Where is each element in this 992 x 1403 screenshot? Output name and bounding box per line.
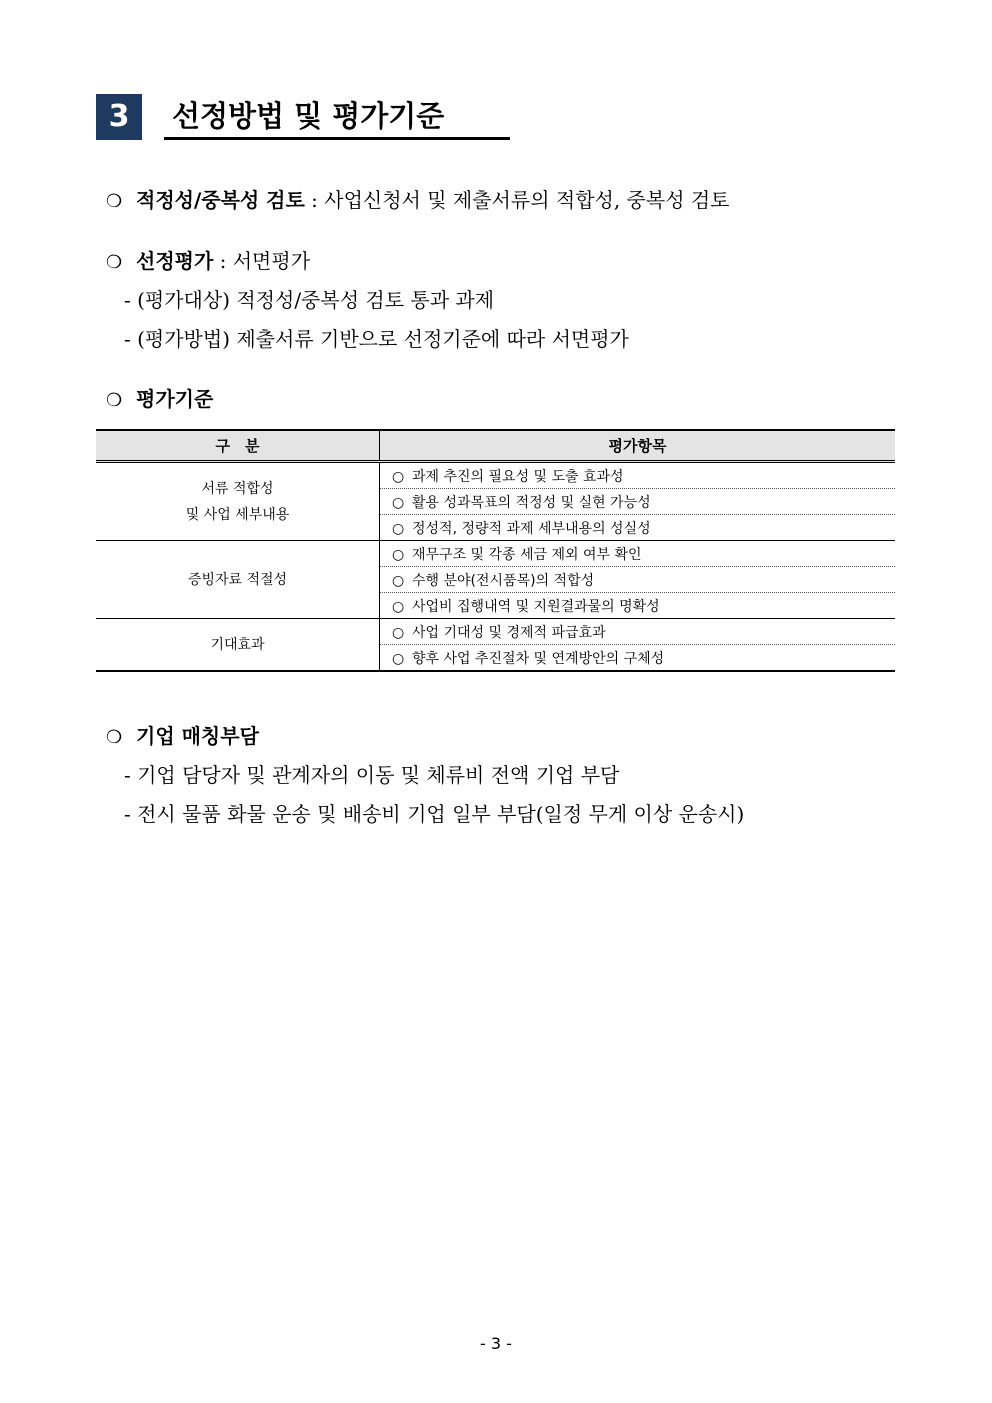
criteria-item <box>380 593 896 619</box>
criteria-item-text: 과제 추진의 필요성 및 도출 효과성 <box>412 468 624 485</box>
evaluation-text: : 서면평가 <box>213 249 311 273</box>
criteria-item <box>380 567 896 593</box>
section-title: 선정방법 및 평가기준 <box>164 92 510 140</box>
circle-bullet-icon: ○ <box>392 624 405 641</box>
criteria-item <box>380 515 896 541</box>
circle-bullet-icon: ○ <box>392 572 405 589</box>
category-line: 및 사업 세부내용 <box>185 506 290 523</box>
criteria-item <box>380 489 896 515</box>
category-line: 기대효과 <box>210 636 265 653</box>
bullet-criteria <box>106 385 213 415</box>
circle-bullet-icon: ○ <box>392 520 405 537</box>
bullet-circle-icon: ❍ <box>106 727 123 748</box>
table-row <box>96 619 895 645</box>
header-category: 구 분 <box>96 430 380 462</box>
criteria-item-text: 수행 분야(전시품목)의 적합성 <box>412 572 595 589</box>
criteria-item-text: 사업비 집행내역 및 지원결과물의 명확성 <box>412 598 660 615</box>
criteria-table <box>96 429 895 672</box>
evaluation-method: - (평가방법) 제출서류 기반으로 선정기준에 따라 서면평가 <box>124 327 629 351</box>
review-label: 적정성/중복성 검토 <box>136 188 305 212</box>
category-line: 서류 적합성 <box>201 480 274 497</box>
table-row <box>96 462 895 489</box>
circle-bullet-icon: ○ <box>392 468 405 485</box>
bullet-circle-icon: ❍ <box>106 252 123 273</box>
evaluation-target: - (평가대상) 적정성/중복성 검토 통과 과제 <box>124 288 495 312</box>
table-header-row <box>96 430 895 462</box>
criteria-item <box>380 645 896 672</box>
matching-label: 기업 매칭부담 <box>136 724 259 748</box>
bullet-circle-icon: ❍ <box>106 191 123 212</box>
matching-shipping: - 전시 물품 화물 운송 및 배송비 기업 일부 부담(일정 무게 이상 운송시) <box>124 802 745 826</box>
evaluation-label: 선정평가 <box>136 249 214 273</box>
table-row <box>96 541 895 567</box>
bullet-matching <box>106 722 259 752</box>
bullet-evaluation <box>106 247 310 277</box>
criteria-item <box>380 462 896 489</box>
criteria-label: 평가기준 <box>136 387 214 411</box>
matching-travel: - 기업 담당자 및 관계자의 이동 및 체류비 전액 기업 부담 <box>124 763 620 787</box>
circle-bullet-icon: ○ <box>392 494 405 511</box>
category-line: 증빙자료 적절성 <box>187 571 288 588</box>
criteria-item <box>380 619 896 645</box>
page-number: - 3 - <box>480 1334 512 1353</box>
review-text: : 사업신청서 및 제출서류의 적합성, 중복성 검토 <box>304 188 730 212</box>
criteria-item-text: 정성적, 정량적 과제 세부내용의 성실성 <box>412 520 651 537</box>
bullet-review <box>106 186 730 216</box>
header-items: 평가항목 <box>380 430 896 462</box>
circle-bullet-icon: ○ <box>392 650 405 667</box>
criteria-item <box>380 541 896 567</box>
section-header <box>96 92 512 144</box>
category-cell <box>96 619 380 672</box>
bullet-circle-icon: ❍ <box>106 390 123 411</box>
section-number-badge: 3 <box>96 94 142 140</box>
circle-bullet-icon: ○ <box>392 598 405 615</box>
category-cell <box>96 462 380 541</box>
criteria-item-text: 향후 사업 추진절차 및 연계방안의 구체성 <box>412 650 665 667</box>
criteria-item-text: 활용 성과목표의 적정성 및 실현 가능성 <box>412 494 651 511</box>
criteria-item-text: 사업 기대성 및 경제적 파급효과 <box>412 624 606 641</box>
category-cell <box>96 541 380 619</box>
criteria-item-text: 재무구조 및 각종 세금 제외 여부 확인 <box>412 546 642 563</box>
circle-bullet-icon: ○ <box>392 546 405 563</box>
